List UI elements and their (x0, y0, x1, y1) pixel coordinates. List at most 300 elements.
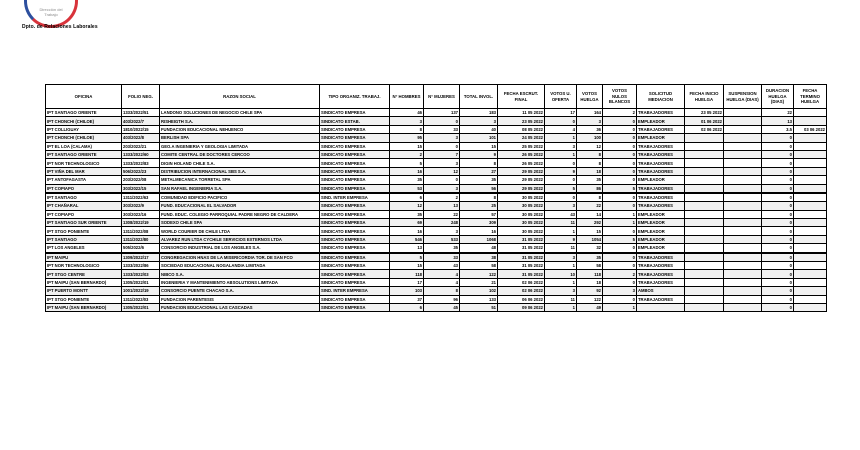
table-cell: TRABAJADORES (637, 109, 685, 117)
table-cell: 1305/2022/01 (122, 303, 160, 311)
table-cell: 35 (390, 176, 424, 184)
column-header: N° MUJERES (424, 85, 460, 109)
table-cell: 7 (424, 150, 460, 158)
table-cell: 0 (603, 202, 637, 210)
table-cell: 33 (424, 253, 460, 262)
table-cell (724, 219, 762, 227)
table-cell: SINDICATO ESTAB. (320, 117, 390, 125)
table-cell: 3 (460, 117, 498, 125)
table-cell: TRABAJADORES (637, 184, 685, 193)
table-cell: SAN RAFAEL INGENIERIA S.A. (160, 184, 320, 193)
table-cell: 27 (460, 167, 498, 175)
table-cell: IPT SANTIAGO ORIENTE (46, 150, 122, 158)
table-cell: 4 (424, 278, 460, 286)
table-cell: SINDICATO EMPRESA (320, 262, 390, 270)
table-cell: 31 05 2022 (498, 244, 545, 253)
table-cell (685, 295, 724, 303)
table-cell: TRABAJADORES (637, 159, 685, 167)
table-cell: IPT MAIPU (SAN BERNARDO) (46, 278, 122, 286)
table-cell: 29 05 2022 (498, 167, 545, 175)
column-header: N° HOMBRES (390, 85, 424, 109)
table-cell: IPT STGO PONIENTE (46, 227, 122, 235)
table-cell: 8 (460, 159, 498, 167)
table-cell (724, 270, 762, 278)
table-cell: 8 (424, 287, 460, 295)
table-cell: 36 (577, 125, 603, 133)
table-cell: EMPLEADOR (637, 244, 685, 253)
table-cell: 02 06 2022 (498, 278, 545, 286)
table-cell: 45 (424, 303, 460, 311)
column-header: TOTAL INVOL. (460, 85, 498, 109)
table-cell: 16 (390, 227, 424, 235)
table-cell (685, 227, 724, 235)
table-cell: 12 (424, 167, 460, 175)
table-cell: SINDICATO EMPRESA (320, 278, 390, 286)
table-cell: IPT COLLIGUAY (46, 125, 122, 133)
table-cell: 303/2022/15 (122, 184, 160, 193)
table-cell: 8 (577, 159, 603, 167)
table-cell: 1333/2022/83 (122, 159, 160, 167)
table-cell: 57 (460, 210, 498, 218)
table-cell (794, 184, 827, 193)
table-cell (685, 244, 724, 253)
table-cell (685, 134, 724, 142)
table-cell (685, 253, 724, 262)
table-cell (794, 159, 827, 167)
table-cell: 0 (545, 176, 577, 184)
table-cell: 58 (577, 262, 603, 270)
table-row (46, 270, 827, 278)
table-cell: TRABAJADORES (637, 253, 685, 262)
table-cell: 0 (762, 184, 794, 193)
table-cell: 292 (577, 219, 603, 227)
table-cell (685, 278, 724, 286)
table-cell: 133 (460, 295, 498, 303)
table-cell: 118 (577, 270, 603, 278)
table-cell (794, 253, 827, 262)
table-cell: 22 (424, 210, 460, 218)
table-cell: EMPLEADOR (637, 227, 685, 235)
table-cell: 35 (577, 176, 603, 184)
table-row (46, 150, 827, 158)
table-cell: 0 (762, 295, 794, 303)
table-cell (724, 176, 762, 184)
column-header: VOTOS NULOS BLANCOS (603, 85, 637, 109)
table-cell: 0 (762, 176, 794, 184)
table-cell: 183 (460, 109, 498, 117)
table-cell: 13 (762, 117, 794, 125)
table-cell: AMBOS (637, 287, 685, 295)
table-cell: 92 (577, 287, 603, 295)
table-cell: 24 05 2022 (498, 134, 545, 142)
table-cell: 10 (545, 270, 577, 278)
table-cell (685, 270, 724, 278)
table-cell: 0 (603, 193, 637, 202)
table-cell: 0 (762, 244, 794, 253)
table-cell: 25 (460, 202, 498, 210)
table-cell (637, 303, 685, 311)
table-cell: SINDICATO EMPRESA (320, 303, 390, 311)
table-cell: 11 05 2022 (498, 109, 545, 117)
table-cell (794, 142, 827, 150)
table-cell: 2 (603, 270, 637, 278)
table-cell: SINDICATO EMPRESA (320, 159, 390, 167)
table-cell: 0 (762, 202, 794, 210)
table-cell: 30 05 2022 (498, 210, 545, 218)
column-header: OFICINA (46, 85, 122, 109)
table-cell: 9 (545, 235, 577, 243)
logo-text-line1: Dirección del (39, 7, 63, 12)
table-cell: TRABAJADORES (637, 193, 685, 202)
table-cell: 505/2022/6 (122, 244, 160, 253)
table-cell: 5 (390, 159, 424, 167)
table-cell (685, 176, 724, 184)
table-cell: 0 (603, 167, 637, 175)
table-cell: 35 (424, 244, 460, 253)
table-cell: 69 (390, 219, 424, 227)
table-cell: 1054 (577, 235, 603, 243)
table-cell (794, 150, 827, 158)
table-cell: 3 (545, 287, 577, 295)
table-cell: 3 (424, 159, 460, 167)
table-row (46, 142, 827, 150)
table-cell: 100 (577, 134, 603, 142)
table-cell: 33 (424, 125, 460, 133)
table-cell (794, 210, 827, 218)
table-cell: 137 (424, 109, 460, 117)
table-cell (685, 193, 724, 202)
table-cell: 0 (603, 227, 637, 235)
table-cell: 58 (460, 262, 498, 270)
table-cell: 0 (603, 295, 637, 303)
table-cell: 43 (545, 210, 577, 218)
table-cell: 35 (577, 253, 603, 262)
table-cell: 22 (577, 202, 603, 210)
table-cell: 15 (390, 262, 424, 270)
table-cell: 0 (424, 142, 460, 150)
table-cell: 30 05 2022 (498, 202, 545, 210)
table-cell: 3 (390, 117, 424, 125)
column-header: TIPO ORGANIZ. TRABAJ. (320, 85, 390, 109)
table-cell: 0 (545, 193, 577, 202)
table-cell: IPT COPIAPO (46, 210, 122, 218)
table-cell: CONGREGACION HNAS DE LA MISERICORDIA TOR. DE SAN FCO (160, 253, 320, 262)
table-cell: 5 (545, 184, 577, 193)
table-cell: 31 05 2022 (498, 262, 545, 270)
table-cell: 118 (390, 270, 424, 278)
table-cell: 0 (424, 117, 460, 125)
table-cell: 1 (545, 150, 577, 158)
table-cell: FUNDACION EDUCACIONAL NEHUENCO (160, 125, 320, 133)
table-cell (794, 176, 827, 184)
table-cell: SINDICATO EMPRESA (320, 235, 390, 243)
table-cell: 86 (577, 184, 603, 193)
table-cell: SINDICATO EMPRESA (320, 176, 390, 184)
table-cell: EMPLEADOR (637, 134, 685, 142)
table-cell: 1333/2022/03 (122, 270, 160, 278)
table-cell: 16 (460, 227, 498, 235)
table-cell: 03 06 2022 (794, 125, 827, 133)
table-cell: 0 (762, 262, 794, 270)
table-cell (724, 295, 762, 303)
table-cell: IPT COPIAPO (46, 184, 122, 193)
table-cell: 8 (577, 193, 603, 202)
department-label: Dpto. de Relaciones Laborales (22, 24, 98, 30)
table-cell: 09 06 2022 (498, 303, 545, 311)
strikes-table (45, 84, 827, 312)
column-header: VOTOS U. OFERTA (545, 85, 577, 109)
table-cell: 1333/2022/60 (122, 150, 160, 158)
table-cell: 02 06 2022 (498, 287, 545, 295)
table-cell: 0 (603, 150, 637, 158)
table-cell: TRABAJADORES (637, 262, 685, 270)
table-cell: 303/2022/16 (122, 210, 160, 218)
table-cell: IPT MAIPU (SAN BERNARDO) (46, 303, 122, 311)
table-cell: 506/2022/23 (122, 167, 160, 175)
table-cell (724, 184, 762, 193)
table-row (46, 109, 827, 117)
table-cell: 0 (762, 210, 794, 218)
table-cell: 35 (460, 176, 498, 184)
table-cell: 13 (424, 202, 460, 210)
table-cell (724, 134, 762, 142)
table-row (46, 253, 827, 262)
column-header: SUSPENSION HUELGA (DIAS) (724, 85, 762, 109)
table-cell: 0 (762, 159, 794, 167)
table-cell (685, 167, 724, 175)
table-cell: 122 (460, 270, 498, 278)
table-cell (724, 262, 762, 270)
table-header-row (46, 85, 827, 109)
table-cell: 96 (424, 295, 460, 303)
table-cell: EMPLEADOR (637, 210, 685, 218)
table-cell: IPT SANTIAGO (46, 193, 122, 202)
table-cell: SINDICATO EMPRESA (320, 167, 390, 175)
table-cell: 1068 (460, 235, 498, 243)
table-cell: 51 (460, 303, 498, 311)
table-cell (724, 278, 762, 286)
table-cell: COMUNIDAD EDIFICIO PACIFICO (160, 193, 320, 202)
table-cell (794, 117, 827, 125)
table-cell: 101 (460, 134, 498, 142)
table-cell (724, 117, 762, 125)
table-cell: 1 (545, 134, 577, 142)
table-cell: 12 (390, 202, 424, 210)
table-cell: CONSORCIO INDUSTRIAL DE LOS ANGELES S.A. (160, 244, 320, 253)
table-row (46, 117, 827, 125)
table-cell: 303/2022/9 (122, 202, 160, 210)
table-cell: INGENIERIA Y MANTENIMIENTO ABSOLUTIONS LIMITADA (160, 278, 320, 286)
table-cell: SINDICATO EMPRESA (320, 210, 390, 218)
table-cell: 3 (545, 202, 577, 210)
table-cell: 9 (545, 167, 577, 175)
table-cell: IPT CHONCHI (CHILOE) (46, 134, 122, 142)
logo-text-line2: Trabajo (44, 12, 58, 17)
table-cell: 0 (603, 253, 637, 262)
table-cell: 1311/2022/63 (122, 193, 160, 202)
table-cell: 4 (424, 270, 460, 278)
table-cell (724, 253, 762, 262)
table-cell: 23 05 2022 (685, 109, 724, 117)
table-cell: 403/2022/7 (122, 117, 160, 125)
table-cell: SINDICATO EMPRESA (320, 253, 390, 262)
table-cell: 0 (603, 278, 637, 286)
table-cell: 56 (460, 184, 498, 193)
table-cell: 53 (390, 184, 424, 193)
table-cell (685, 202, 724, 210)
table-cell: 8 (390, 125, 424, 133)
table-cell: 0 (603, 244, 637, 253)
table-cell: ALVAREZ RUN LTDA CYCHILE SERVICIOS EXTERNOS LTDA (160, 235, 320, 243)
table-cell: 40 (460, 125, 498, 133)
table-cell: CONSORCIO PUENTE CHACAO S.A. (160, 287, 320, 295)
table-cell: 203/2022/08 (122, 176, 160, 184)
table-cell (794, 287, 827, 295)
table-row (46, 244, 827, 253)
table-cell: 15 (577, 227, 603, 235)
table-cell: SINDICATO EMPRESA (320, 227, 390, 235)
table-cell: 5 (603, 184, 637, 193)
table-cell (724, 202, 762, 210)
table-cell: TRABAJADORES (637, 295, 685, 303)
table-cell: EMPLEADOR (637, 235, 685, 243)
table-cell: IPT NOR TECHNOLOGICO (46, 159, 122, 167)
table-cell: 1 (603, 303, 637, 311)
table-cell: SODEXO CHILE SPA (160, 219, 320, 227)
table-cell: 3 (603, 287, 637, 295)
table-cell: 0 (762, 142, 794, 150)
table-cell: 30 05 2022 (498, 219, 545, 227)
table-cell: 2 (390, 150, 424, 158)
table-cell (685, 303, 724, 311)
table-cell: 18 (577, 278, 603, 286)
table-cell: TRABAJADORES (637, 150, 685, 158)
table-row (46, 159, 827, 167)
table-cell (724, 193, 762, 202)
table-cell: 0 (424, 176, 460, 184)
table-row (46, 167, 827, 175)
column-header: RAZON SOCIAL (160, 85, 320, 109)
table-cell (794, 278, 827, 286)
table-cell: 0 (762, 227, 794, 235)
table-cell: 0 (762, 193, 794, 202)
table-cell: 29 05 2022 (498, 176, 545, 184)
table-cell (794, 262, 827, 270)
table-cell: GEO.A INGENIERIA Y GEOLOGIA LIMITADA (160, 142, 320, 150)
table-cell: 35 (390, 210, 424, 218)
table-cell (724, 235, 762, 243)
table-cell: 0 (762, 278, 794, 286)
table-cell: 3.5 (762, 125, 794, 133)
table-cell: RISHEIGTH S.A. (160, 117, 320, 125)
table-cell: IPT NOR TECHNOLOGICO (46, 262, 122, 270)
column-header: FECHA ESCRUT. FINAL (498, 85, 545, 109)
table-cell: IPT CHAÑARAL (46, 202, 122, 210)
table-row (46, 219, 827, 227)
table-cell (724, 159, 762, 167)
table-cell: IPT SANTIAGO (46, 235, 122, 243)
table-cell: 0 (603, 134, 637, 142)
table-cell: DISTRIBUCION INTERNACIONAL SBS S.A. (160, 167, 320, 175)
table-cell: SINDICATO EMPRESA (320, 219, 390, 227)
table-cell: IPT SANTIAGO ORIENTE (46, 109, 122, 117)
table-cell: 103 (390, 287, 424, 295)
table-cell: METALMECANICA TORRETAL SPA (160, 176, 320, 184)
table-cell: 3 (424, 227, 460, 235)
table-row (46, 235, 827, 243)
table-row (46, 303, 827, 311)
column-header: FOLIO NEG. (122, 85, 160, 109)
column-header: FECHA INICIO HUELGA (685, 85, 724, 109)
table-row (46, 202, 827, 210)
table-cell (794, 295, 827, 303)
table-cell: SINDICATO EMPRESA (320, 125, 390, 133)
table-cell: 5 (603, 235, 637, 243)
table-cell: IPT CHONCHI (CHILOE) (46, 117, 122, 125)
table-cell: IPT VIÑA DEL MAR (46, 167, 122, 175)
table-cell: 0 (762, 134, 794, 142)
table-cell: IPT MAIPU (46, 253, 122, 262)
table-cell: 15 (460, 142, 498, 150)
table-cell: EMPLEADOR (637, 176, 685, 184)
table-cell: 37 (390, 295, 424, 303)
table-cell (794, 109, 827, 117)
table-cell: SINDICATO EMPRESA (320, 295, 390, 303)
table-cell: 21 (460, 278, 498, 286)
table-row (46, 210, 827, 218)
table-cell: 1 (603, 210, 637, 218)
table-cell: 0 (762, 150, 794, 158)
table-cell: SINDICATO EMPRESA (320, 134, 390, 142)
table-cell: 102 (460, 287, 498, 295)
table-cell (724, 167, 762, 175)
table-cell: 26 05 2022 (498, 150, 545, 158)
table-cell: 06 06 2022 (498, 295, 545, 303)
table-cell: IPT SANTIAGO SUR ORIENTE (46, 219, 122, 227)
table-cell: 18 (577, 167, 603, 175)
table-cell: 1311/2022/08 (122, 227, 160, 235)
table-cell: 46 (390, 109, 424, 117)
table-row (46, 295, 827, 303)
table-cell: 0 (762, 167, 794, 175)
table-cell: 0 (603, 142, 637, 150)
table-cell: 2 (603, 109, 637, 117)
table-cell: 1 (545, 227, 577, 235)
table-cell: 0 (762, 219, 794, 227)
table-cell: 0 (603, 262, 637, 270)
table-cell: SOCIEDAD EDUCACIONAL NOGALANDIA LIMITADA (160, 262, 320, 270)
table-cell (724, 287, 762, 295)
table-cell: 1810/2022/15 (122, 125, 160, 133)
table-cell: 8 (460, 193, 498, 202)
table-cell (794, 303, 827, 311)
table-cell (724, 244, 762, 253)
table-cell: 02 06 2022 (685, 125, 724, 133)
table-cell: 11 (545, 244, 577, 253)
table-cell: 29 05 2022 (498, 184, 545, 193)
table-cell: 309 (460, 219, 498, 227)
table-row (46, 262, 827, 270)
table-cell: SINDICATO EMPRESA (320, 202, 390, 210)
table-cell: 3 (545, 253, 577, 262)
table-cell: 2 (424, 193, 460, 202)
table-cell: 31 05 2022 (498, 270, 545, 278)
table-cell: WORLD COURIER DE CHILE LTDA (160, 227, 320, 235)
table-cell: 248 (424, 219, 460, 227)
table-cell (724, 125, 762, 133)
table-cell: 1309/2022/17 (122, 253, 160, 262)
table-row (46, 278, 827, 286)
